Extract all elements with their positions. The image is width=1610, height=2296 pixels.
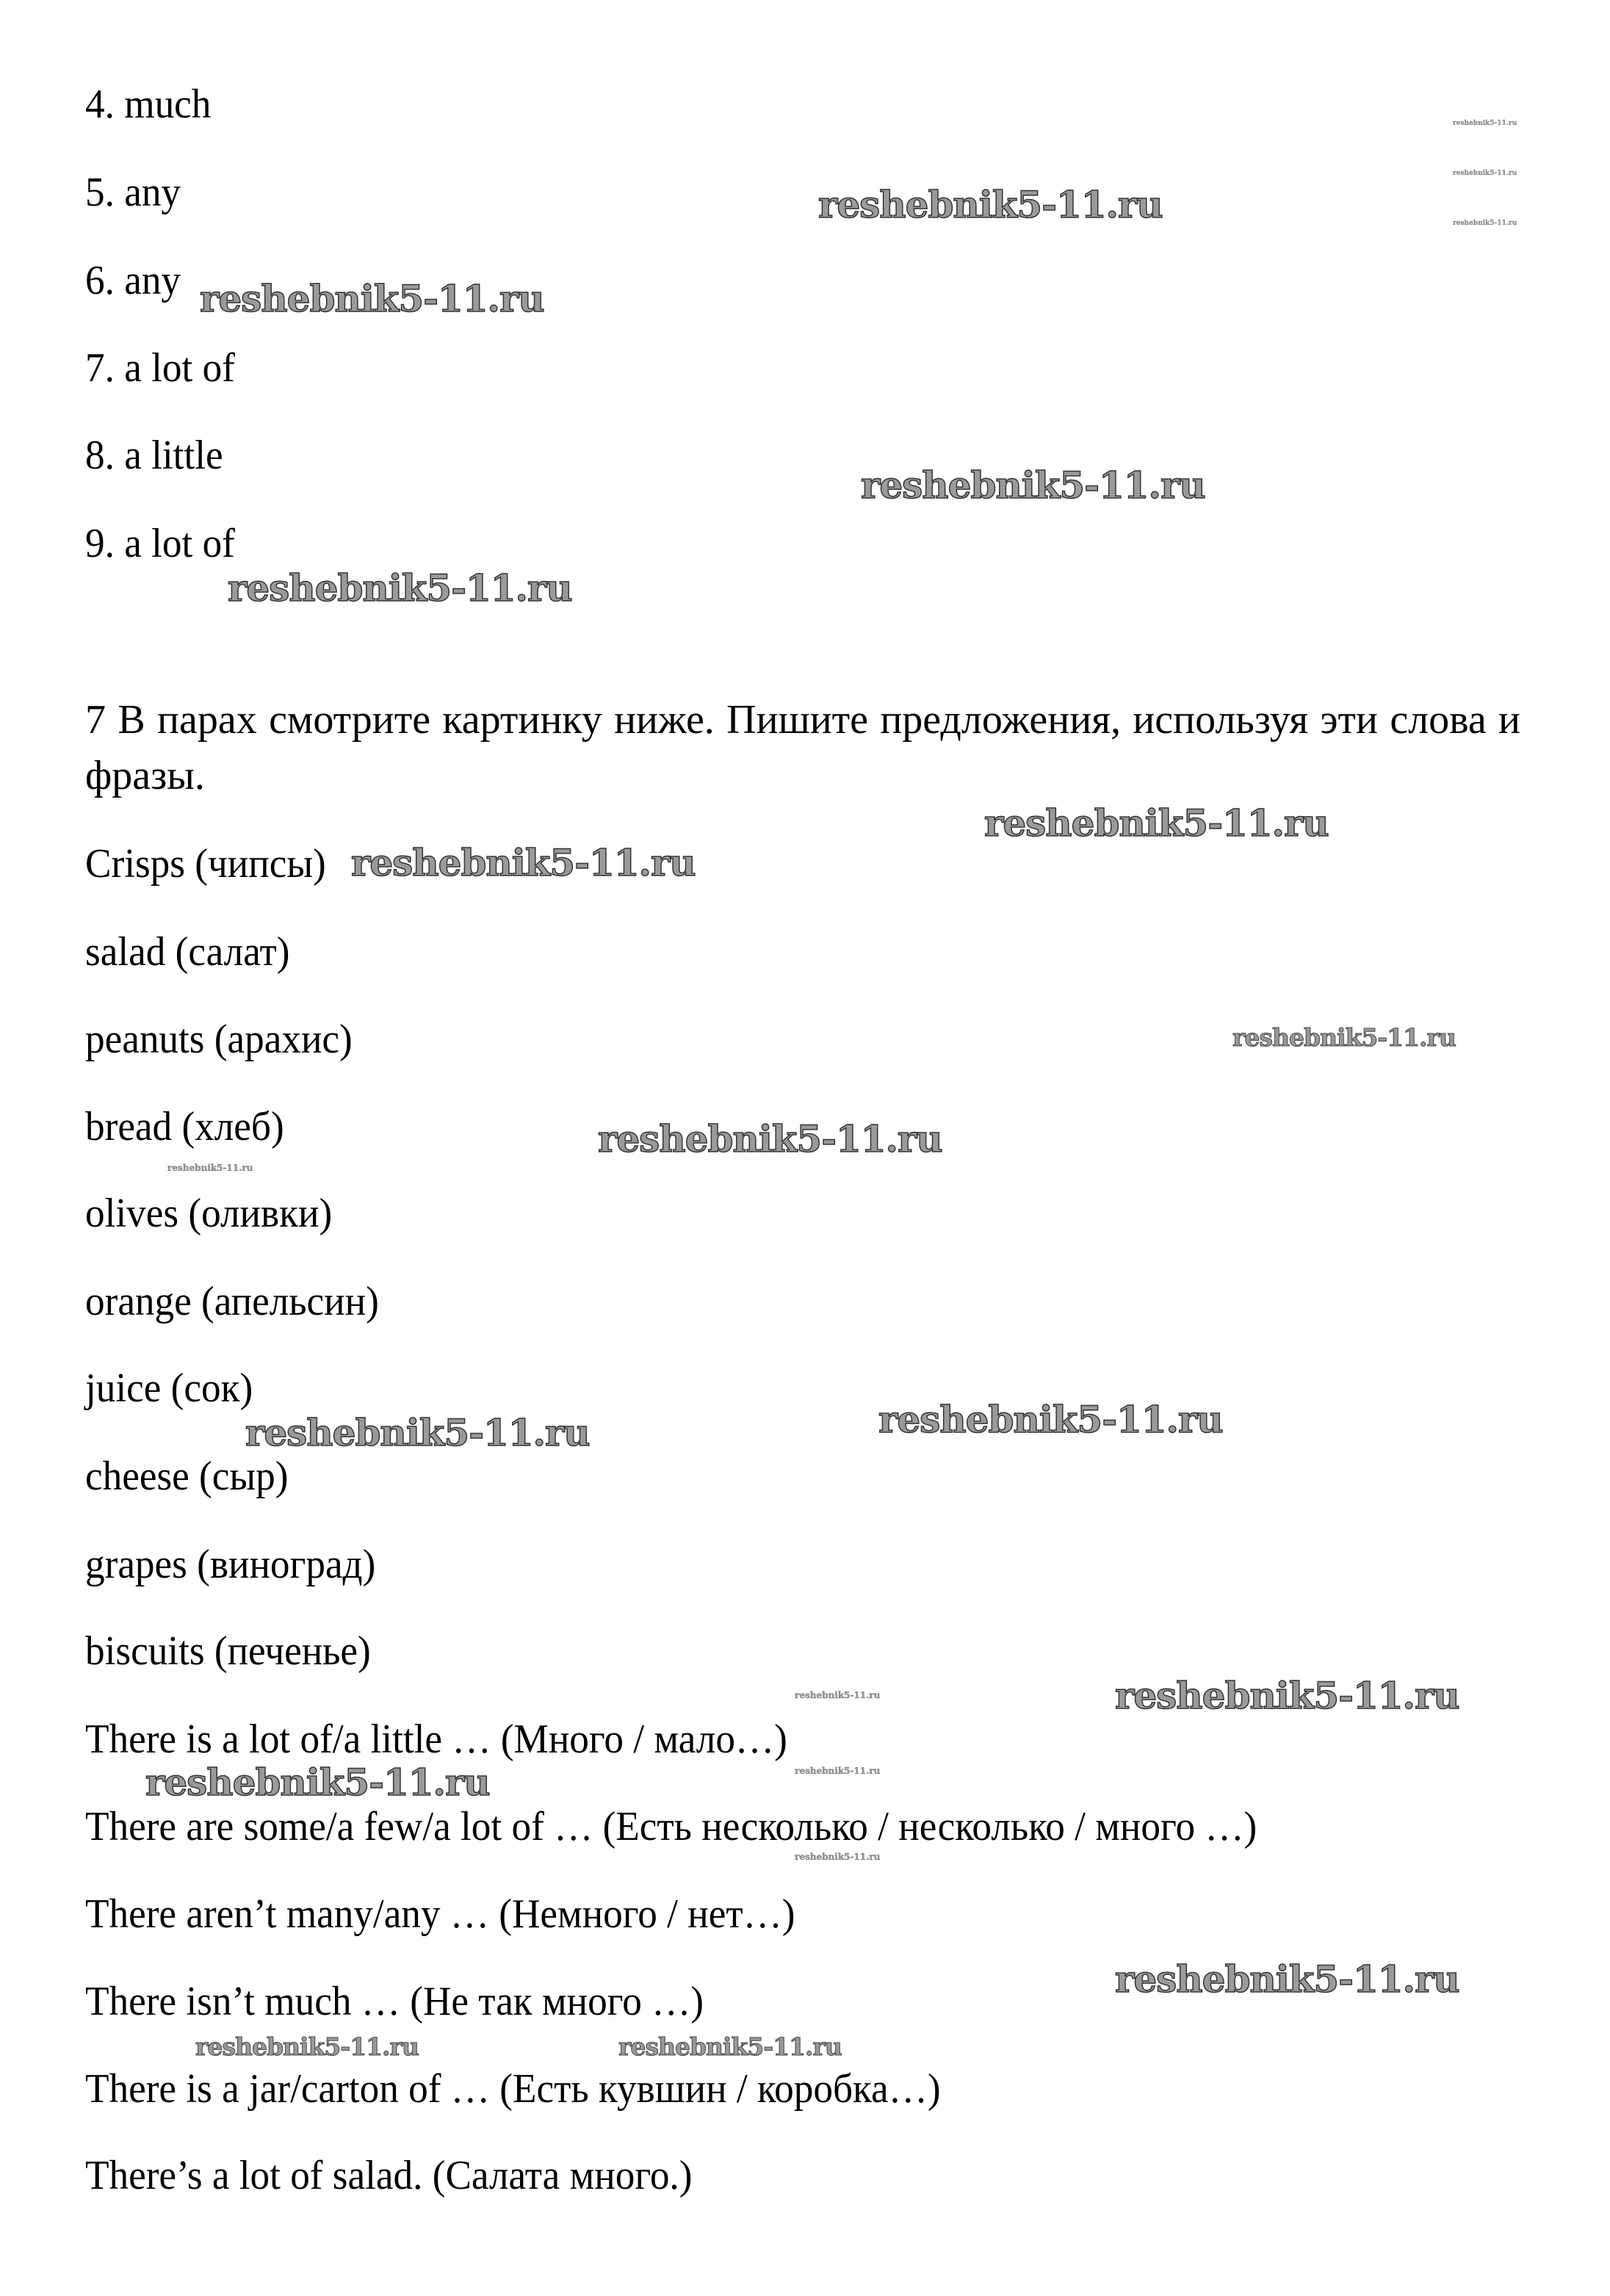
word-item: grapes (виноград)	[85, 1542, 376, 1587]
answer-item: 6. any	[85, 258, 181, 303]
word-item: Crisps (чипсы)	[85, 841, 326, 887]
watermark: reshebnik5-11.ru	[1453, 170, 1517, 177]
word-item: cheese (сыр)	[85, 1454, 289, 1499]
watermark: reshebnik5-11.ru	[1453, 120, 1517, 127]
watermark: reshebnik5-11.ru	[167, 1163, 253, 1173]
phrase-item: There is a jar/carton of … (Есть кувшин / коробка…)	[85, 2066, 941, 2112]
watermark: reshebnik5-11.ru	[878, 1398, 1223, 1441]
watermark: reshebnik5-11.ru	[598, 1117, 942, 1160]
phrase-item: There aren’t many/any … (Немного / нет…)	[85, 1891, 795, 1937]
watermark: reshebnik5-11.ru	[228, 566, 572, 610]
watermark: reshebnik5-11.ru	[795, 1766, 881, 1776]
watermark: reshebnik5-11.ru	[795, 1852, 881, 1862]
answer-item: 9. a lot of	[85, 521, 235, 566]
watermark: reshebnik5-11.ru	[1453, 220, 1517, 227]
word-item: orange (апельсин)	[85, 1279, 379, 1324]
answer-item: 5. any	[85, 170, 181, 215]
task-heading: 7 В парах смотрите картинку ниже. Пишите предложения, используя эти слова и фразы.	[85, 697, 1520, 798]
word-item: salad (салат)	[85, 929, 290, 975]
watermark: reshebnik5-11.ru	[984, 801, 1329, 845]
answer-item: 7. a lot of	[85, 345, 235, 391]
phrase-item: There is a lot of/a little … (Много / мало…)	[85, 1716, 787, 1762]
phrase-item: There are some/a few/a lot of … (Есть несколько / несколько / много …)	[85, 1804, 1257, 1849]
watermark: reshebnik5-11.ru	[245, 1411, 590, 1454]
watermark: reshebnik5-11.ru	[861, 463, 1205, 507]
word-item: bread (хлеб)	[85, 1104, 284, 1149]
answer-item: 8. a little	[85, 433, 223, 478]
word-item: biscuits (печенье)	[85, 1628, 371, 1674]
watermark: reshebnik5-11.ru	[818, 183, 1163, 226]
watermark: reshebnik5-11.ru	[351, 841, 696, 884]
answer-item: 4. much	[85, 82, 212, 127]
watermark: reshebnik5-11.ru	[795, 1690, 881, 1700]
watermark: reshebnik5-11.ru	[1115, 1957, 1459, 2001]
word-item: olives (оливки)	[85, 1191, 333, 1236]
watermark: reshebnik5-11.ru	[200, 277, 544, 320]
watermark: reshebnik5-11.ru	[145, 1761, 490, 1804]
watermark: reshebnik5-11.ru	[1232, 1023, 1456, 1052]
word-item: juice (сок)	[85, 1365, 253, 1411]
phrase-item: There isn’t much … (Не так много …)	[85, 1979, 704, 2024]
watermark: reshebnik5-11.ru	[1115, 1674, 1459, 1717]
phrase-item: There’s a lot of salad. (Салата много.)	[85, 2153, 693, 2198]
word-item: peanuts (арахис)	[85, 1017, 353, 1062]
watermark: reshebnik5-11.ru	[195, 2032, 419, 2061]
watermark: reshebnik5-11.ru	[618, 2032, 842, 2061]
